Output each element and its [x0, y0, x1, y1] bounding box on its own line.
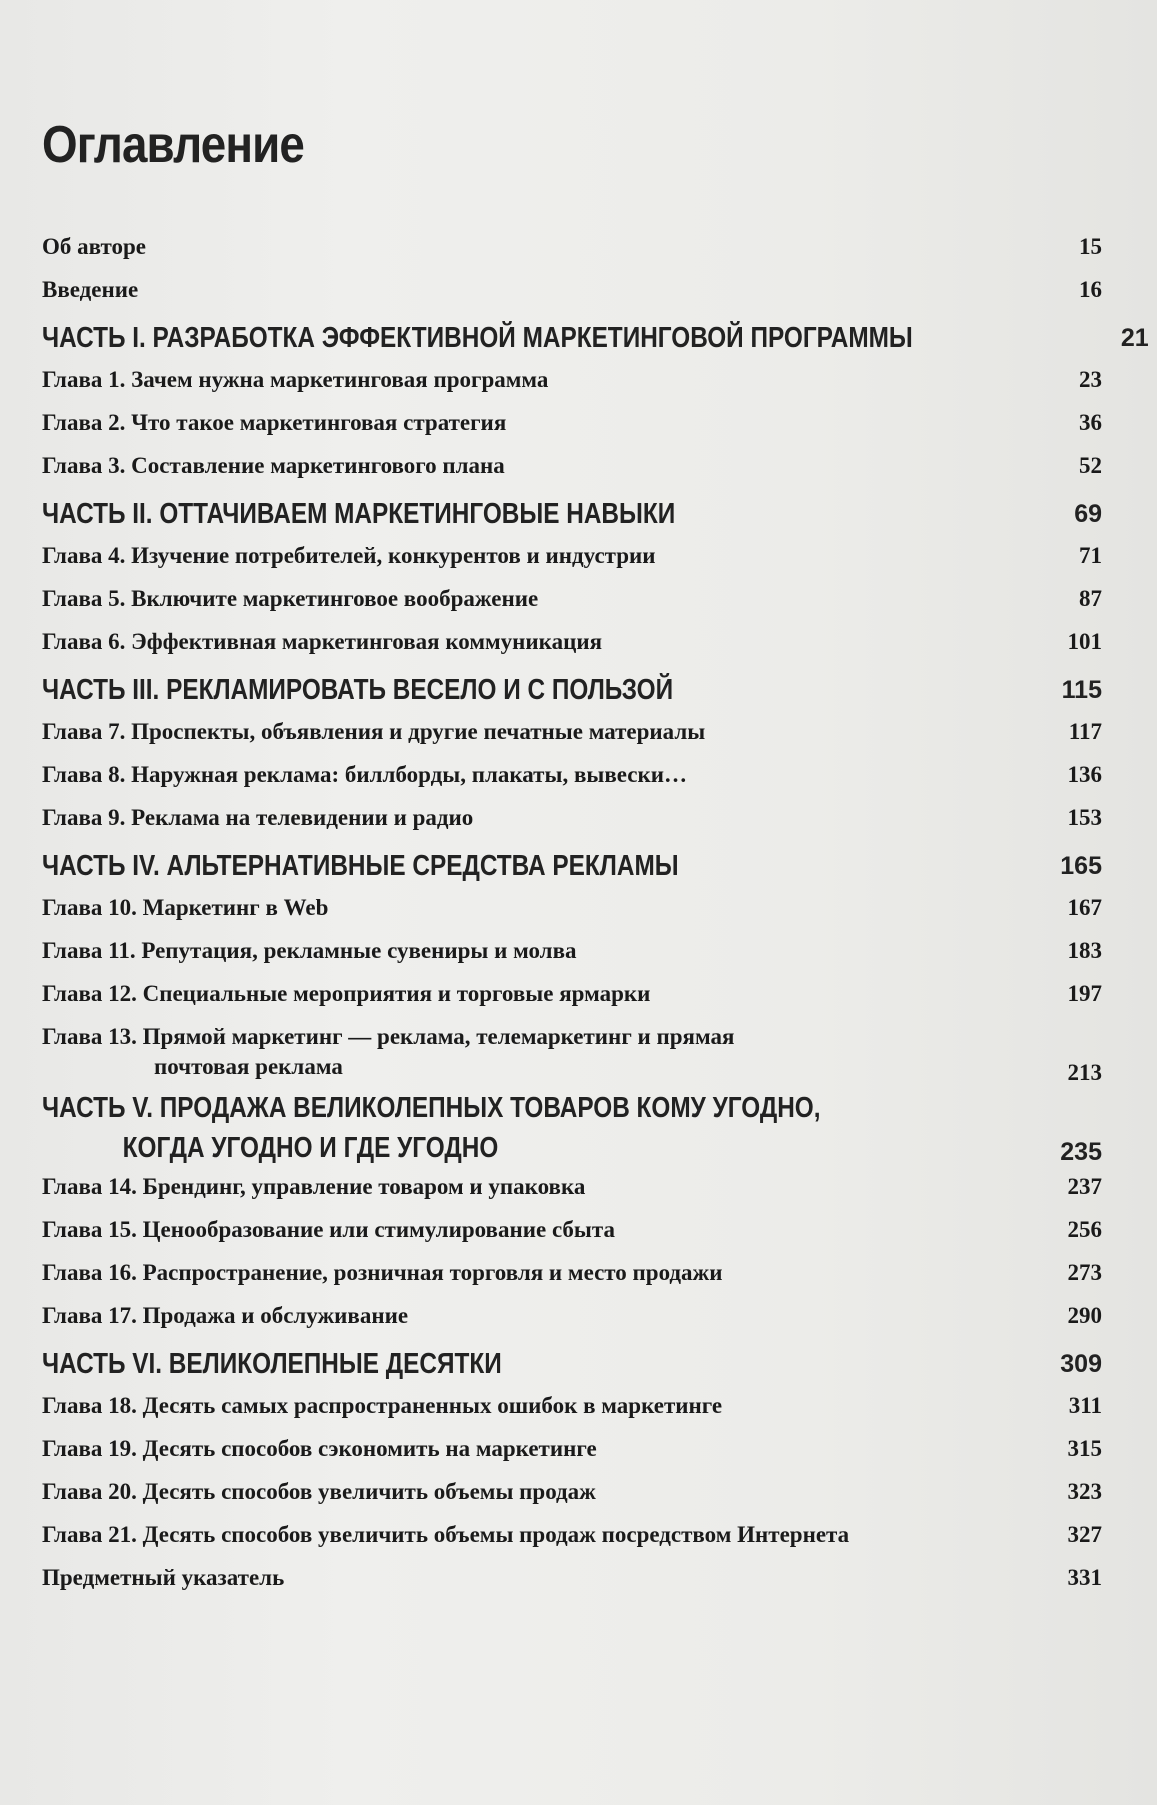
- toc-page-number: 115: [1061, 676, 1102, 704]
- toc-page-number: 21: [1120, 324, 1149, 352]
- toc-entry-label: [42, 1301, 1032, 1331]
- toc-entry-title: Об авторе: [42, 234, 146, 259]
- toc-entry-title: Глава 1. Зачем нужна маркетинговая программа: [42, 367, 549, 392]
- toc-entry-title: ЧАСТЬ I. РАЗРАБОТКА ЭФФЕКТИВНОЙ МАРКЕТИНГОВОЙ ПРОГРАММЫ: [42, 322, 913, 354]
- toc-entry-label: [42, 1258, 1032, 1288]
- toc-page-number: 167: [1067, 895, 1102, 920]
- toc-entry-title: Глава 13. Прямой маркетинг — реклама, телемаркетинг и прямая: [42, 1024, 735, 1049]
- toc-entry-title: Глава 10. Маркетинг в Web: [42, 895, 329, 920]
- toc-entry-label: [42, 1391, 1032, 1421]
- toc-page-number: 213: [1067, 1060, 1102, 1085]
- toc-entry-title: Глава 18. Десять самых распространенных ошибок в маркетинге: [42, 1393, 723, 1418]
- toc-part-entry: [42, 1088, 1102, 1172]
- toc-entry-title: Глава 14. Брендинг, управление товаром и упаковка: [42, 1174, 586, 1199]
- toc-page-number: 290: [1067, 1303, 1102, 1328]
- toc-page-number: 52: [1079, 453, 1102, 478]
- toc-page-number: 15: [1079, 234, 1102, 259]
- toc-page-number: 69: [1074, 500, 1102, 528]
- toc-chapter-entry: [42, 584, 1102, 627]
- toc-entry-title: Глава 21. Десять способов увеличить объемы продаж посредством Интернета: [42, 1522, 850, 1547]
- toc-entry-label: [42, 1022, 1032, 1082]
- toc-chapter-entry: [42, 1301, 1102, 1344]
- toc-entry-label: [42, 1563, 1032, 1593]
- toc-entry-title: Глава 4. Изучение потребителей, конкурентов и индустрии: [42, 543, 656, 568]
- toc-page-number: 117: [1068, 719, 1102, 744]
- toc-entry-title: Глава 7. Проспекты, объявления и другие печатные материалы: [42, 719, 706, 744]
- toc-entry-title: Введение: [42, 277, 139, 302]
- toc-chapter-entry: [42, 408, 1102, 451]
- toc-page-number: 101: [1067, 629, 1102, 654]
- toc-entry-title: Глава 9. Реклама на телевидении и радио: [42, 805, 474, 830]
- toc-page-number: 36: [1079, 410, 1102, 435]
- toc-page-number: 165: [1060, 852, 1102, 880]
- toc-page-number: 183: [1067, 938, 1102, 963]
- toc-page-number: 327: [1067, 1522, 1102, 1547]
- toc-entry-label: [42, 541, 1032, 571]
- toc-entry-title: Глава 20. Десять способов увеличить объемы продаж: [42, 1479, 596, 1504]
- toc-chapter-entry: [42, 760, 1102, 803]
- toc-entry-label: [42, 232, 1032, 262]
- toc-entry-label: [42, 979, 1032, 1009]
- toc-entry-label: [42, 1520, 1032, 1550]
- toc-part-entry: [42, 1344, 1102, 1391]
- toc-entry-label: [42, 408, 1032, 438]
- toc-entry-label: [42, 717, 1032, 747]
- toc-entry-title: Глава 8. Наружная реклама: биллборды, плакаты, вывески…: [42, 762, 687, 787]
- toc-page-number: 237: [1067, 1174, 1102, 1199]
- toc-entry-label: [42, 318, 913, 358]
- toc-entry-title: Глава 6. Эффективная маркетинговая коммуникация: [42, 629, 603, 654]
- toc-part-entry: [42, 494, 1102, 541]
- toc-page-number: 273: [1067, 1260, 1102, 1285]
- toc-entry-label: [42, 275, 1032, 305]
- toc-chapter-entry: [42, 365, 1102, 408]
- toc-entry-label: [42, 670, 874, 710]
- toc-entry-title: Глава 3. Составление маркетингового плана: [42, 453, 505, 478]
- toc-entry-title: ЧАСТЬ VI. ВЕЛИКОЛЕПНЫЕ ДЕСЯТКИ: [42, 1348, 502, 1380]
- toc-entry-title: Глава 17. Продажа и обслуживание: [42, 1303, 409, 1328]
- toc-chapter-entry: [42, 1022, 1102, 1088]
- toc-chapter-entry: [42, 1391, 1102, 1434]
- toc-chapter-entry: [42, 936, 1102, 979]
- toc-chapter-entry: [42, 275, 1102, 318]
- toc-chapter-entry: [42, 1563, 1102, 1606]
- toc-entry-title: Глава 11. Репутация, рекламные сувениры и молва: [42, 938, 577, 963]
- toc-entry-label: [42, 760, 1032, 790]
- toc-chapter-entry: [42, 232, 1102, 275]
- toc-page-number: 23: [1079, 367, 1102, 392]
- toc-entry-label: [42, 451, 1032, 481]
- toc-entry-label: [42, 584, 1032, 614]
- toc-entry-title-continuation: почтовая реклама: [154, 1054, 343, 1079]
- toc-page-number: 323: [1067, 1479, 1102, 1504]
- toc-page-number: 331: [1067, 1565, 1102, 1590]
- toc-entry-title: Глава 5. Включите маркетинговое воображение: [42, 586, 539, 611]
- toc-entry-title: Глава 12. Специальные мероприятия и торговые ярмарки: [42, 981, 651, 1006]
- toc-entry-label: [42, 1344, 874, 1384]
- toc-chapter-entry: [42, 803, 1102, 846]
- toc-page-number: 16: [1079, 277, 1102, 302]
- toc-entry-label: [42, 1434, 1032, 1464]
- toc-entry-title: Глава 15. Ценообразование или стимулирование сбыта: [42, 1217, 615, 1242]
- toc-entry-label: [42, 627, 1032, 657]
- toc-chapter-entry: [42, 541, 1102, 584]
- toc-chapter-entry: [42, 979, 1102, 1022]
- toc-part-entry: [42, 670, 1102, 717]
- page-title: Оглавление: [42, 116, 304, 174]
- toc-page-number: 235: [1060, 1138, 1102, 1166]
- toc-entry-title: ЧАСТЬ V. ПРОДАЖА ВЕЛИКОЛЕПНЫХ ТОВАРОВ КОМУ УГОДНО,: [42, 1092, 821, 1124]
- toc-entry-label: [42, 846, 874, 886]
- toc-page-number: 256: [1067, 1217, 1102, 1242]
- toc-chapter-entry: [42, 893, 1102, 936]
- toc-entry-label: [42, 1088, 874, 1168]
- toc-entry-label: [42, 494, 874, 534]
- toc-entry-label: [42, 1477, 1032, 1507]
- toc-part-entry: [42, 318, 1149, 365]
- toc-entry-label: [42, 803, 1032, 833]
- toc-entry-label: [42, 365, 1032, 395]
- toc-chapter-entry: [42, 1434, 1102, 1477]
- toc-chapter-entry: [42, 1172, 1102, 1215]
- toc-entry-label: [42, 1215, 1032, 1245]
- toc-page-number: 136: [1067, 762, 1102, 787]
- toc-entry-title: ЧАСТЬ IV. АЛЬТЕРНАТИВНЫЕ СРЕДСТВА РЕКЛАМЫ: [42, 850, 679, 882]
- toc-page-number: 309: [1060, 1350, 1102, 1378]
- toc-chapter-entry: [42, 451, 1102, 494]
- toc-chapter-entry: [42, 717, 1102, 760]
- toc-chapter-entry: [42, 1215, 1102, 1258]
- toc-entry-title-continuation: КОГДА УГОДНО И ГДЕ УГОДНО: [122, 1132, 499, 1164]
- toc-chapter-entry: [42, 1477, 1102, 1520]
- toc-page-number: 71: [1079, 543, 1102, 568]
- toc-chapter-entry: [42, 1258, 1102, 1301]
- toc-entry-title: ЧАСТЬ II. ОТТАЧИВАЕМ МАРКЕТИНГОВЫЕ НАВЫКИ: [42, 498, 676, 530]
- toc-chapter-entry: [42, 1520, 1102, 1563]
- toc-entry-title: Глава 16. Распространение, розничная торговля и место продажи: [42, 1260, 723, 1285]
- toc-page-number: 311: [1068, 1393, 1102, 1418]
- toc-chapter-entry: [42, 627, 1102, 670]
- toc-entry-title: Глава 19. Десять способов сэкономить на маркетинге: [42, 1436, 597, 1461]
- toc-entry-title: ЧАСТЬ III. РЕКЛАМИРОВАТЬ ВЕСЕЛО И С ПОЛЬЗОЙ: [42, 674, 674, 706]
- toc-page-number: 153: [1067, 805, 1102, 830]
- toc-page-number: 315: [1067, 1436, 1102, 1461]
- table-of-contents: [42, 232, 1149, 1606]
- toc-entry-title: Предметный указатель: [42, 1565, 285, 1590]
- toc-page-number: 197: [1067, 981, 1102, 1006]
- toc-part-entry: [42, 846, 1102, 893]
- toc-entry-label: [42, 1172, 1032, 1202]
- toc-entry-label: [42, 936, 1032, 966]
- toc-page-number: 87: [1079, 586, 1102, 611]
- toc-entry-label: [42, 893, 1032, 923]
- toc-entry-title: Глава 2. Что такое маркетинговая стратегия: [42, 410, 507, 435]
